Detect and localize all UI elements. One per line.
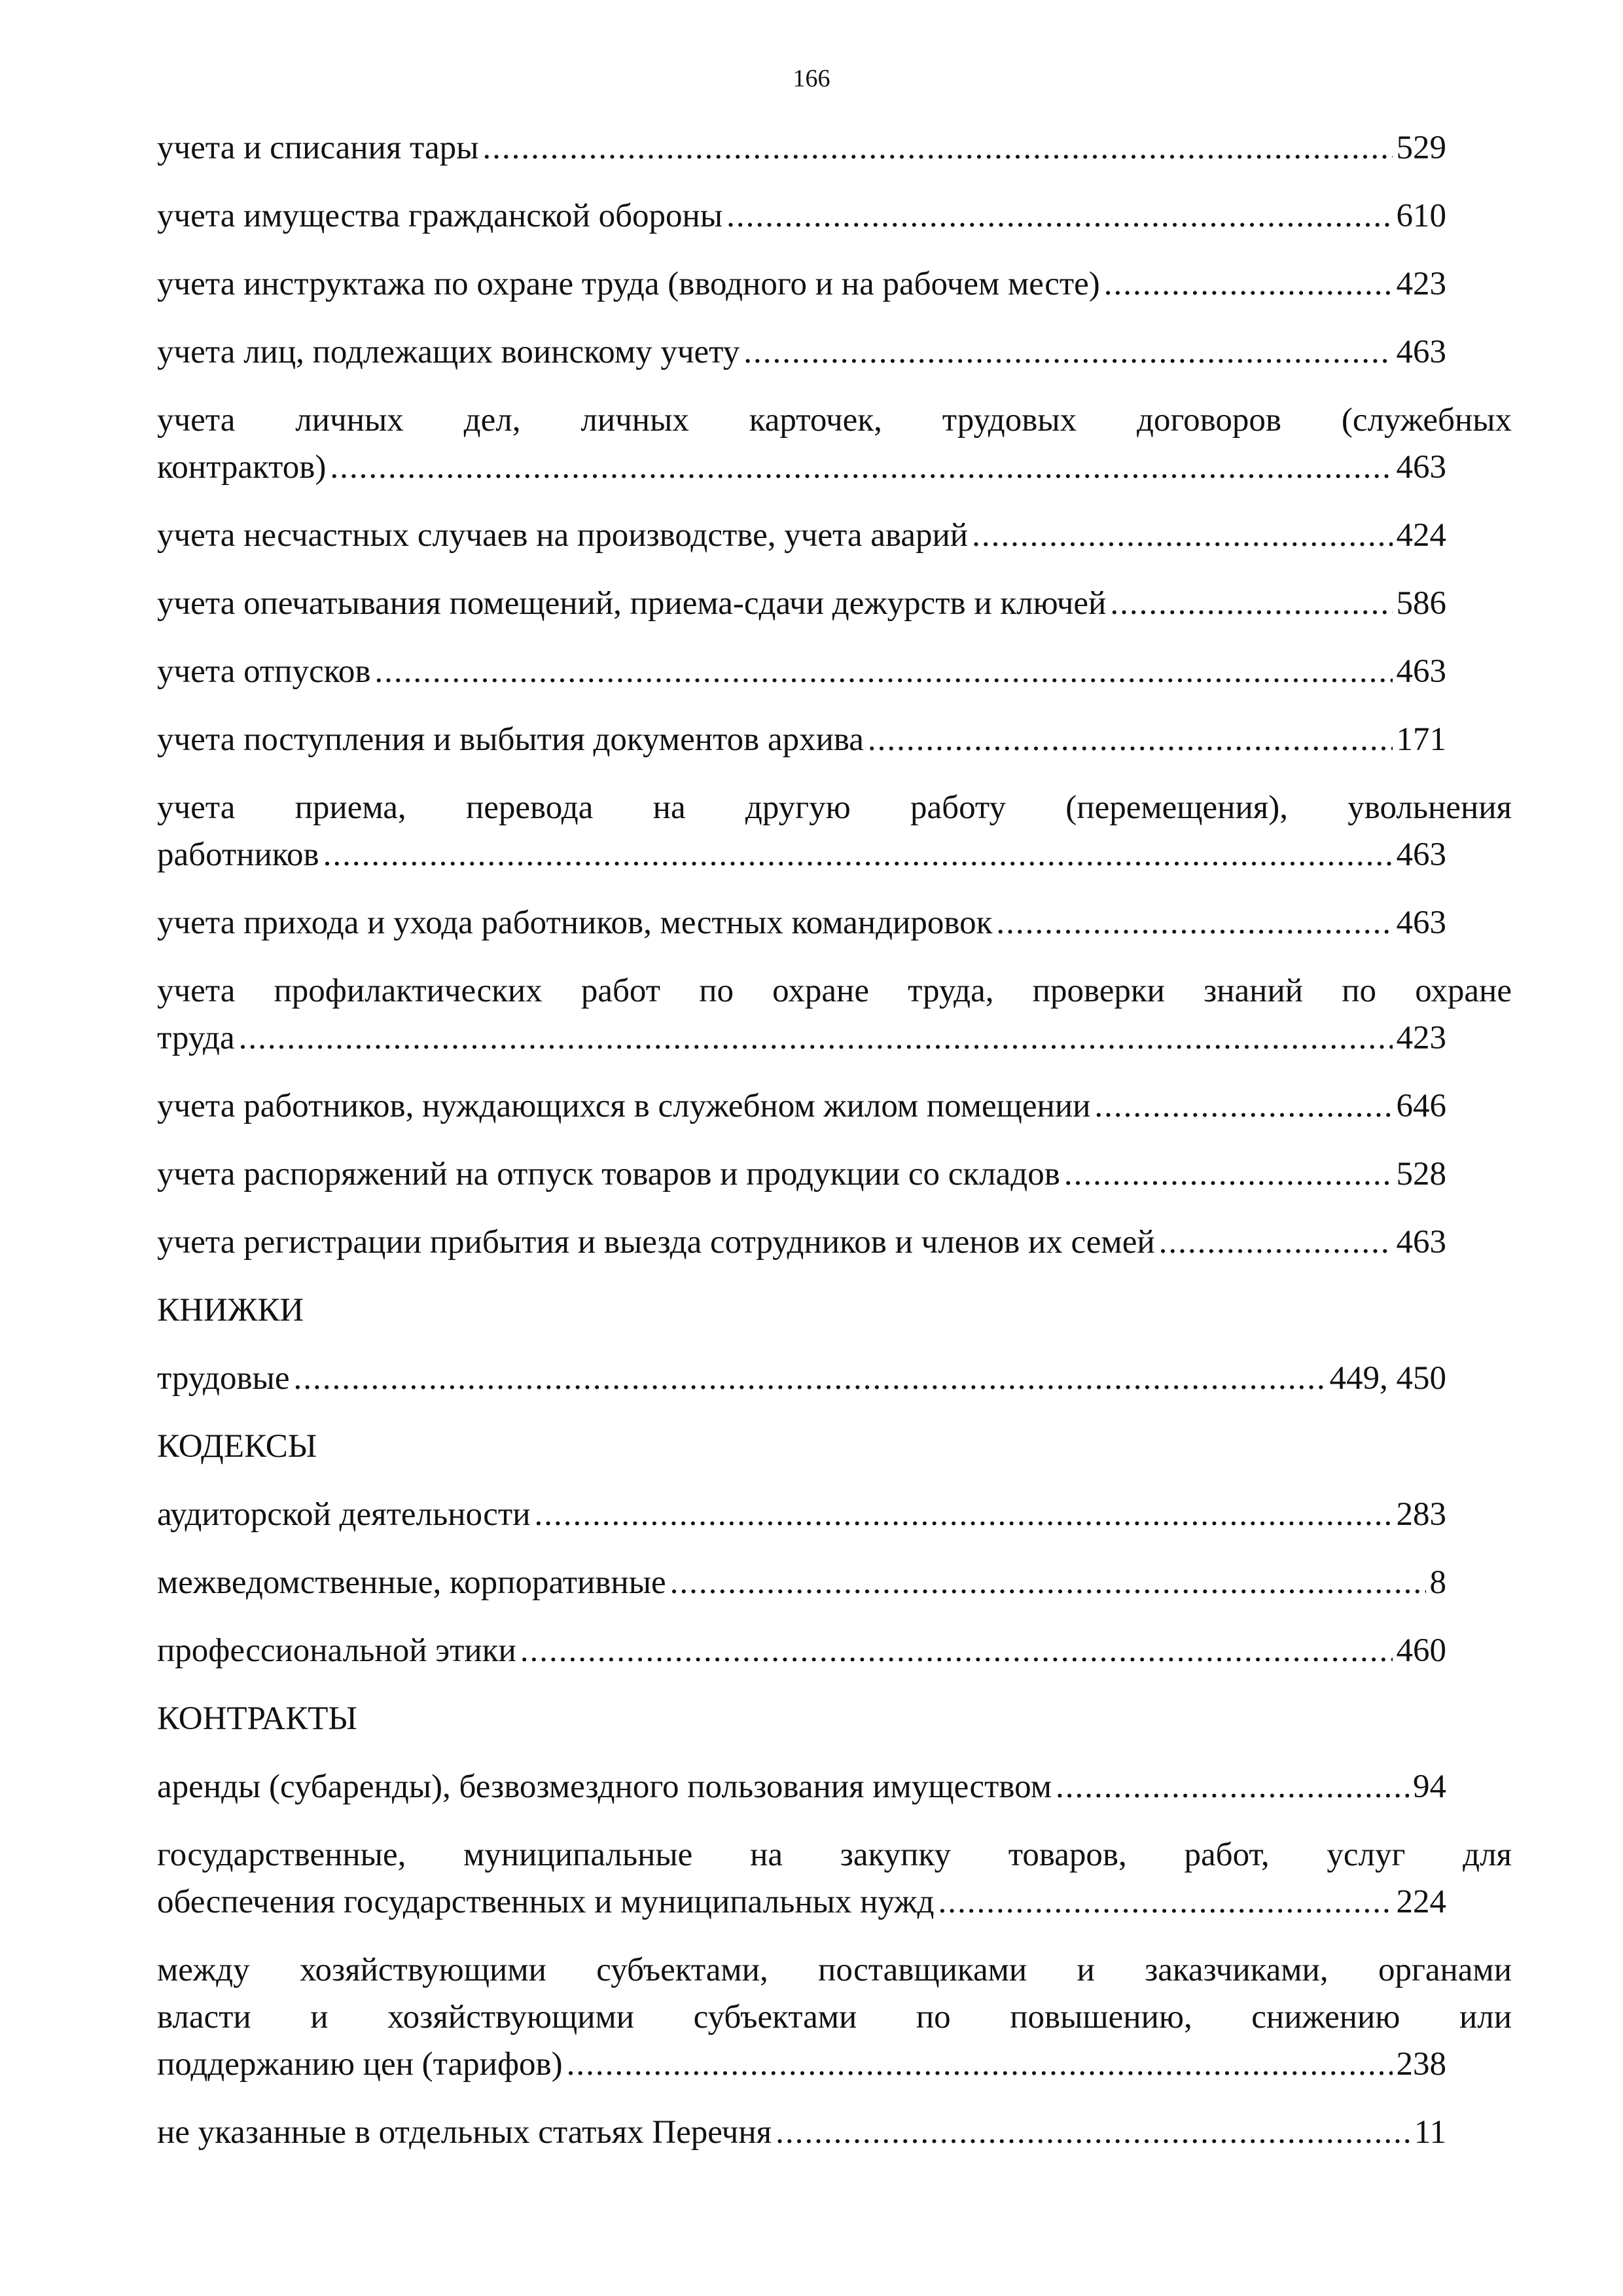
entry-text: учета инструктажа по охране труда (вводного и на рабочем месте) bbox=[157, 266, 1100, 302]
page-reference: 224 bbox=[1396, 1884, 1446, 1920]
index-entry bbox=[157, 2109, 1446, 2156]
index-entry bbox=[157, 329, 1446, 376]
page-reference: 463 bbox=[1396, 334, 1446, 370]
page-reference: 463 bbox=[1396, 905, 1446, 941]
dot-leader bbox=[743, 329, 1392, 376]
entry-text: контрактов) bbox=[157, 449, 327, 486]
dot-leader bbox=[374, 648, 1392, 695]
index-entry bbox=[157, 1559, 1446, 1606]
entry-text: работников bbox=[157, 836, 319, 873]
index-entry bbox=[157, 1763, 1446, 1810]
section-heading: КОНТРАКТЫ bbox=[157, 1700, 357, 1737]
page-reference: 449, 450 bbox=[1329, 1360, 1446, 1397]
index-entry bbox=[157, 716, 1446, 763]
entry-text: аренды (субаренды), безвозмездного пользования имуществом bbox=[157, 1768, 1052, 1805]
entry-text: учета прихода и ухода работников, местных командировок bbox=[157, 905, 993, 941]
entry-last-line bbox=[157, 831, 1446, 878]
index-entry bbox=[157, 784, 1512, 878]
entry-text: учета отпусков bbox=[157, 653, 371, 690]
index-entries bbox=[157, 124, 1512, 2177]
section-heading: КОДЕКСЫ bbox=[157, 1428, 317, 1465]
index-entry bbox=[157, 192, 1446, 240]
index-entry bbox=[157, 648, 1446, 695]
entry-text: поддержанию цен (тарифов) bbox=[157, 2046, 563, 2083]
dot-leader bbox=[323, 831, 1393, 878]
entry-text-line: учета приема, перевода на другую работу (перемещения), увольнения bbox=[157, 789, 1512, 826]
entry-text-line: учета профилактических работ по охране труда, проверки знаний по охране bbox=[157, 973, 1512, 1009]
dot-leader bbox=[776, 2109, 1410, 2156]
entry-text: учета работников, нуждающихся в служебном жилом помещении bbox=[157, 1088, 1091, 1124]
dot-leader bbox=[670, 1559, 1426, 1606]
page-reference: 528 bbox=[1396, 1156, 1446, 1193]
index-entry bbox=[157, 899, 1446, 946]
entry-text: обеспечения государственных и муниципальных нужд bbox=[157, 1884, 935, 1920]
dot-leader bbox=[330, 444, 1392, 491]
entry-text: не указанные в отдельных статьях Перечня bbox=[157, 2114, 772, 2151]
index-entry bbox=[157, 1831, 1512, 1926]
entry-last-line bbox=[157, 1878, 1446, 1926]
entry-text: учета распоряжений на отпуск товаров и продукции со складов bbox=[157, 1156, 1060, 1193]
index-entry bbox=[157, 1946, 1512, 2088]
index-entry bbox=[157, 580, 1446, 627]
entry-text-line: власти и хозяйствующими субъектами по повышению, снижению или bbox=[157, 1999, 1512, 2036]
page-reference: 463 bbox=[1396, 449, 1446, 486]
dot-leader bbox=[726, 192, 1392, 240]
dot-leader bbox=[1056, 1763, 1409, 1810]
entry-text: межведомственные, корпоративные bbox=[157, 1564, 666, 1601]
entry-text-line: государственные, муниципальные на закупку товаров, работ, услуг для bbox=[157, 1837, 1512, 1873]
dot-leader bbox=[482, 124, 1392, 171]
dot-leader bbox=[293, 1355, 1325, 1402]
section-heading: КНИЖКИ bbox=[157, 1292, 304, 1329]
dot-leader bbox=[972, 512, 1392, 559]
page-reference: 463 bbox=[1396, 1224, 1446, 1261]
entry-text-line: между хозяйствующими субъектами, поставщиками и заказчиками, органами bbox=[157, 1952, 1512, 1988]
entry-text: учета несчастных случаев на производстве, учета аварий bbox=[157, 517, 969, 554]
entry-text: профессиональной этики bbox=[157, 1632, 516, 1669]
entry-last-line bbox=[157, 444, 1446, 491]
entry-text: аудиторской деятельности bbox=[157, 1496, 531, 1533]
dot-leader bbox=[535, 1491, 1393, 1538]
dot-leader bbox=[1110, 580, 1392, 627]
index-entry bbox=[157, 1627, 1446, 1674]
page-number: 166 bbox=[793, 65, 830, 92]
page-reference: 646 bbox=[1396, 1088, 1446, 1124]
page-reference: 8 bbox=[1429, 1564, 1446, 1601]
page-reference: 238 bbox=[1396, 2046, 1446, 2083]
page-reference: 423 bbox=[1396, 1020, 1446, 1056]
page-reference: 283 bbox=[1396, 1496, 1446, 1533]
entry-text: учета опечатывания помещений, приема-сдачи дежурств и ключей bbox=[157, 585, 1107, 622]
page-reference: 94 bbox=[1413, 1768, 1446, 1805]
index-entry bbox=[157, 124, 1446, 171]
index-entry bbox=[157, 397, 1512, 491]
page-reference: 460 bbox=[1396, 1632, 1446, 1669]
entry-text: труда bbox=[157, 1020, 235, 1056]
index-entry bbox=[157, 1151, 1446, 1198]
entry-text: учета имущества гражданской обороны bbox=[157, 198, 723, 234]
page-reference: 463 bbox=[1396, 836, 1446, 873]
dot-leader bbox=[1159, 1219, 1393, 1266]
page-reference: 11 bbox=[1414, 2114, 1446, 2151]
page-reference: 424 bbox=[1396, 517, 1446, 554]
dot-leader bbox=[868, 716, 1393, 763]
index-entry bbox=[157, 260, 1446, 308]
index-entry bbox=[157, 512, 1446, 559]
index-entry bbox=[157, 1491, 1446, 1538]
dot-leader bbox=[1094, 1083, 1392, 1130]
index-entry bbox=[157, 967, 1512, 1062]
page-reference: 171 bbox=[1396, 721, 1446, 758]
dot-leader bbox=[239, 1014, 1393, 1062]
entry-text: учета и списания тары bbox=[157, 130, 479, 166]
dot-leader bbox=[520, 1627, 1393, 1674]
index-entry bbox=[157, 1355, 1446, 1402]
page-reference: 529 bbox=[1396, 130, 1446, 166]
page-reference: 586 bbox=[1396, 585, 1446, 622]
page-reference: 463 bbox=[1396, 653, 1446, 690]
index-entry bbox=[157, 1219, 1446, 1266]
dot-leader bbox=[996, 899, 1392, 946]
dot-leader bbox=[938, 1878, 1392, 1926]
entry-last-line bbox=[157, 2041, 1446, 2088]
page-reference: 423 bbox=[1396, 266, 1446, 302]
entry-text: учета поступления и выбытия документов архива bbox=[157, 721, 864, 758]
index-entry bbox=[157, 1083, 1446, 1130]
page-reference: 610 bbox=[1396, 198, 1446, 234]
dot-leader bbox=[1104, 260, 1393, 308]
entry-text: учета регистрации прибытия и выезда сотрудников и членов их семей bbox=[157, 1224, 1155, 1261]
dot-leader bbox=[567, 2041, 1393, 2088]
entry-text: трудовые bbox=[157, 1360, 290, 1397]
dot-leader bbox=[1064, 1151, 1393, 1198]
entry-last-line bbox=[157, 1014, 1446, 1062]
entry-text: учета лиц, подлежащих воинскому учету bbox=[157, 334, 740, 370]
entry-text-line: учета личных дел, личных карточек, трудовых договоров (служебных bbox=[157, 402, 1512, 439]
